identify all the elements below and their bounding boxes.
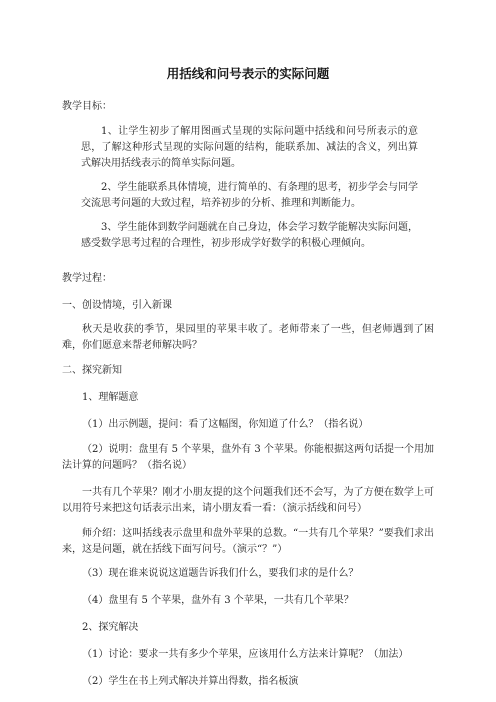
section-1-text: 秋天是收获的季节，果园里的苹果丰收了。老师带来了一些，但老师遇到了困难，你们愿意来帮老师解决吗？: [62, 324, 434, 351]
paragraph-7: （1）讨论：要求一共有多少个苹果，应该用什么方法来计算呢？（加法）: [82, 649, 409, 660]
section-1-heading: 一、创设情境，引入新课: [62, 300, 172, 311]
paragraph-2: （2）说明：盘里有 5 个苹果，盘外有 3 个苹果。你能根据这两句话提一个用加法计算的问题吗？（指名说）: [62, 444, 434, 471]
objective-3: 3、学生能体到数学问题就在自己身边，体会学习数学能解决实际问题，感受数学思考过程的合理性，初步形成学好数学的积极心理倾向。: [81, 222, 418, 249]
section-2-heading: 二、探究新知: [62, 365, 122, 376]
paragraph-5: （3）现在谁来说说这道题告诉我们什么，要我们求的是什么？: [82, 568, 359, 579]
document-title: 用括线和问号表示的实际问题: [166, 66, 330, 81]
subsection-1-heading: 1、理解题意: [82, 392, 139, 403]
objectives-heading: 教学目标：: [62, 101, 112, 112]
paragraph-3: 一共有几个苹果？刚才小朋友提的这个问题我们还不会写，为了方便在数学上可以用符号来把这句话表示出来，请小朋友看一看：（演示括线和问号）: [62, 487, 434, 514]
paragraph-1: （1）出示例题，提问：看了这幅图，你知道了什么？（指名说）: [82, 419, 369, 430]
objective-2: 2、学生能联系具体情境，进行简单的、有条理的思考，初步学会与同学交流思考问题的大致过程，培养初步的分析、推理和判断能力。: [81, 182, 418, 209]
process-heading: 教学过程：: [62, 273, 112, 284]
objective-1: 1、让学生初步了解用图画式呈现的实际问题中括线和问号所表示的意思，了解这种形式呈现的实际问题的结构，能联系加、减法的含义，列出算式解决用括线表示的简单实际问题。: [81, 126, 418, 169]
paragraph-6: （4）盘里有 5 个苹果，盘外有 3 个苹果，一共有几个苹果？: [82, 595, 354, 606]
subsection-2-heading: 2、探究解决: [82, 622, 139, 633]
paragraph-8: （2）学生在书上列式解决并算出得数，指名板演: [82, 676, 299, 687]
paragraph-4: 师介绍：这叫括线表示盘里和盘外苹果的总数。“一共有几个苹果？”要我们求出来，这是问题，就在括线下面写问号。（演示“？”）: [62, 528, 434, 555]
